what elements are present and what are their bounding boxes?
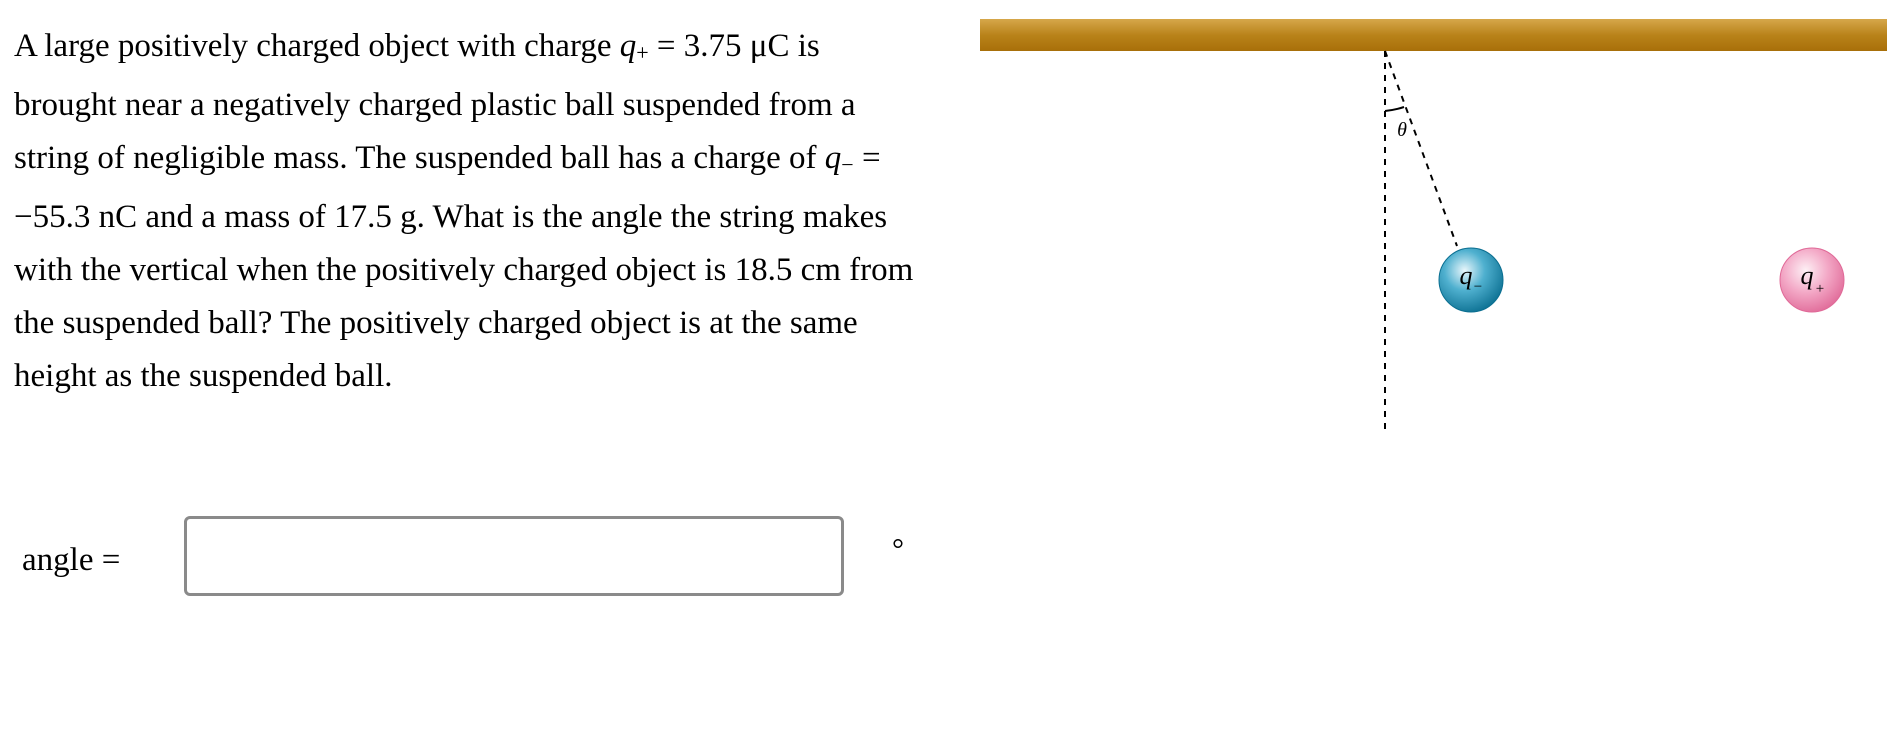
positive-ball-sub: + xyxy=(1815,281,1825,297)
pendulum-diagram xyxy=(980,0,1890,460)
degree-unit: ° xyxy=(892,533,904,566)
problem-text-part-3: = −55.3 nC and a mass of 17.5 g. What is the angle the string makes with the vertical when the positively charged object is 18.5 cm from the suspended ball? The positively charged object is at the same height as the suspended ball. xyxy=(14,140,914,394)
string-line xyxy=(1385,51,1457,246)
angle-label: angle = xyxy=(22,542,121,578)
problem-statement xyxy=(14,20,914,403)
negative-ball-symbol: q xyxy=(1459,261,1473,290)
problem-text-part-1: A large positively charged object with charge xyxy=(14,28,620,64)
negative-ball xyxy=(1439,248,1503,312)
answer-row xyxy=(22,516,922,606)
q-minus-symbol: q− xyxy=(824,140,854,177)
q-plus-symbol: q+ xyxy=(619,28,649,65)
angle-label: θ xyxy=(1397,119,1407,141)
problem-text-part-2: = 3.75 μC is brought near a negatively charged plastic ball suspended from a string of negligible mass. The suspended ball has a charge of xyxy=(14,28,856,176)
ceiling-bar xyxy=(980,19,1887,51)
positive-ball-symbol: q xyxy=(1800,261,1814,290)
negative-ball-sub: − xyxy=(1473,279,1483,295)
positive-ball xyxy=(1780,248,1844,312)
pendulum-svg xyxy=(980,0,1890,460)
angle-arc xyxy=(1385,107,1404,111)
angle-input[interactable] xyxy=(184,516,844,596)
problem-text xyxy=(14,20,914,403)
